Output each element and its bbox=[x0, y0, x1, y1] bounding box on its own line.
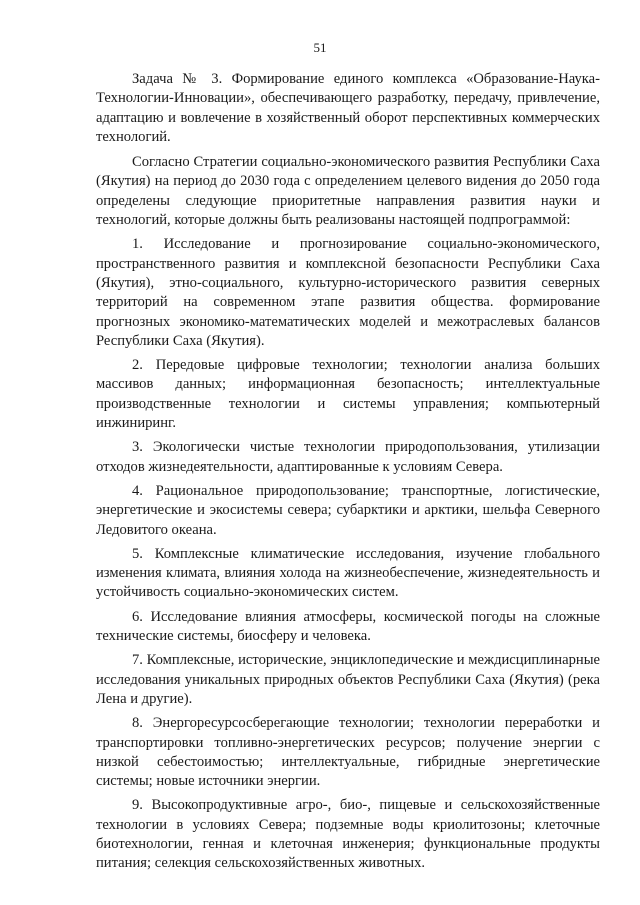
list-item-9: 9. Высокопродуктивные агро-, био-, пищевые и сельскохозяйственные технологии в условиях Севера; подземные воды криолитозоны; клеточные биотехнологии, генная и клеточная инженерия; функциональные продукты питания; селекция сельскохозяйственных животных. bbox=[96, 797, 600, 872]
list-item-4: 4. Рациональное природопользование; транспортные, логистические, энергетические и экосистемы севера; субарктики и арктики, шельфа Северного Ледовитого океана. bbox=[96, 482, 600, 538]
list-item-3: 3. Экологически чистые технологии природопользования, утилизации отходов жизнедеятельности, адаптированные к условиям Севера. bbox=[96, 439, 600, 475]
page-number: 51 bbox=[313, 40, 327, 55]
list-item-7: 7. Комплексные, исторические, энциклопедические и междисциплинарные исследования уникальных природных объектов Республики Саха (Якутия) (река Лена и другие). bbox=[96, 652, 600, 707]
list-item-6: 6. Исследование влияния атмосферы, космической погоды на сложные технические системы, биосферу и человека. bbox=[96, 608, 600, 645]
paragraph-task-3: Задача № 3. Формирование единого комплекса «Образование-Наука-Технологии-Инновации», обеспечивающего разработку, передачу, привлечение, адаптацию и вовлечение в хозяйственный оборот перспективных коммерческих технологий. bbox=[96, 71, 600, 145]
list-item-1: 1. Исследование и прогнозирование социально-экономического, пространственного развития и комплексной безопасности Республики Саха (Якутия), этно-социального, культурно-исторического развития северных территорий на современном этапе развития общества. формирование прогнозных экономико-математических моделей и межотраслевых балансов Республики Саха (Якутия). bbox=[96, 236, 600, 349]
paragraph-strategy-intro: Согласно Стратегии социально-экономического развития Республики Саха (Якутия) на период до 2030 года с определением целевого видения до 2050 года определены следующие приоритетные направления развития науки и технологий, которые должны быть реализованы настоящей подпрограммой: bbox=[96, 154, 600, 229]
document-body bbox=[96, 70, 600, 874]
list-item-8: 8. Энергоресурсосберегающие технологии; технологии переработки и транспортировки топливно-энергетических ресурсов; получение энергии с низкой себестоимостью; интеллектуальные, гибридные энергетические системы; новые источники энергии. bbox=[96, 715, 600, 790]
list-item-2: 2. Передовые цифровые технологии; технологии анализа больших массивов данных; информационная безопасность; интеллектуальные производственные технологии и системы управления; компьютерный инжиниринг. bbox=[96, 357, 600, 432]
list-item-5: 5. Комплексные климатические исследования, изучение глобального изменения климата, влияния холода на жизнеобеспечение, жизнедеятельность и устойчивость социально-экономических систем. bbox=[96, 545, 600, 601]
